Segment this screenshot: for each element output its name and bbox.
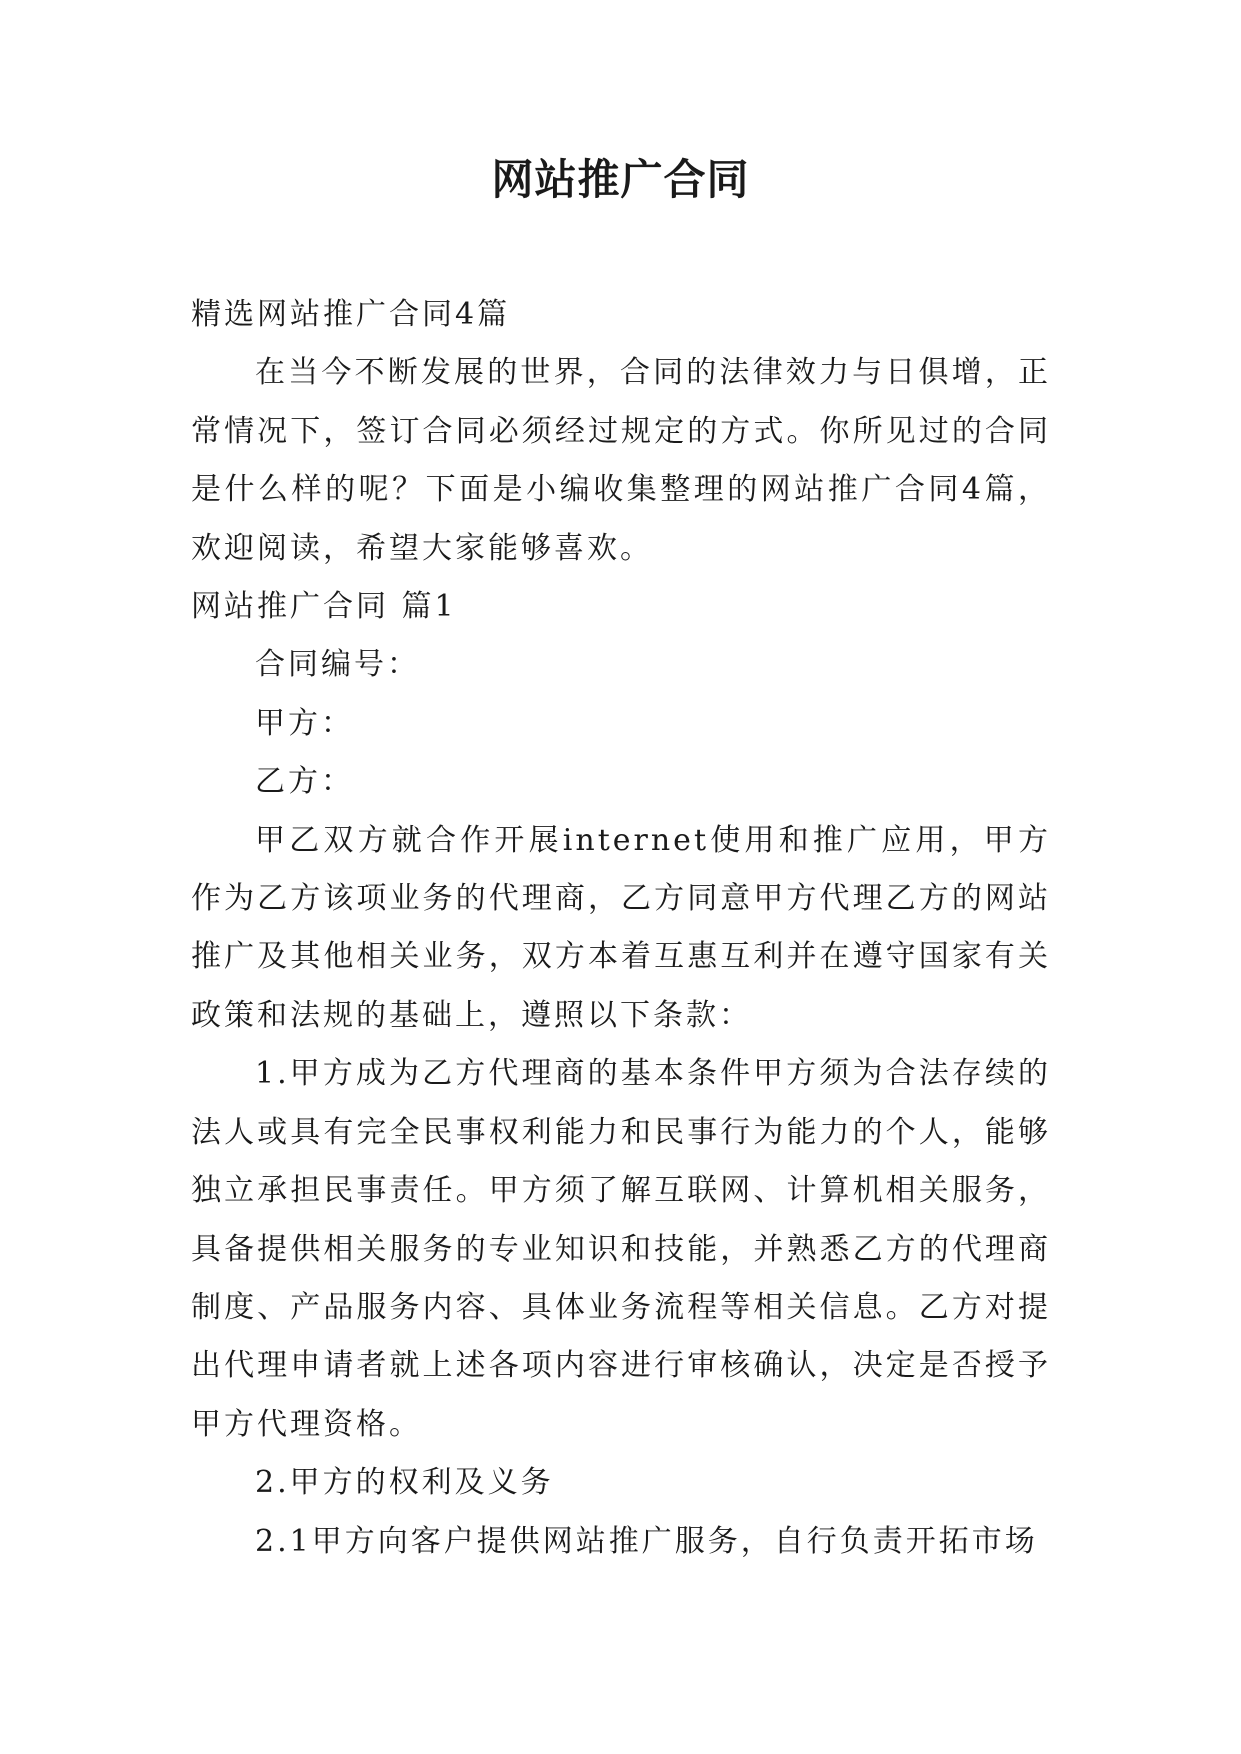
party-a-line: 甲方： — [255, 705, 354, 741]
preamble-paragraph: 甲乙双方就合作开展internet使用和推广应用，甲方作为乙方该项业务的代理商，乙方同意甲方代理乙方的网站推广及其他相关业务，双方本着互惠互利并在遵守国家有关政策和法规的基础上，遵照以下条款： — [191, 822, 1051, 1033]
document-title: 网站推广合同 — [491, 155, 750, 204]
clause-2-heading: 2.甲方的权利及义务 — [255, 1465, 554, 1501]
clause-1-paragraph: 1.甲方成为乙方代理商的基本条件甲方须为合法存续的法人或具有完全民事权利能力和民事行为能力的个人，能够独立承担民事责任。甲方须了解互联网、计算机相关服务，具备提供相关服务的专业知识和技能，并熟悉乙方的代理商制度、产品服务内容、具体业务流程等相关信息。乙方对提出代理申请者就上述各项内容进行审核确认，决定是否授予甲方代理资格。 — [191, 1056, 1051, 1442]
section-heading: 网站推广合同 篇1 — [191, 589, 457, 625]
party-b-line: 乙方： — [255, 764, 354, 800]
contract-number-line: 合同编号： — [255, 647, 420, 683]
subtitle-line: 精选网站推广合同4篇 — [191, 297, 511, 332]
intro-paragraph: 在当今不断发展的世界，合同的法律效力与日俱增，正常情况下，签订合同必须经过规定的方式。你所见过的合同是什么样的呢？下面是小编收集整理的网站推广合同4篇，欢迎阅读，希望大家能够喜欢。 — [191, 355, 1051, 566]
clause-2-1-paragraph: 2.1甲方向客户提供网站推广服务，自行负责开拓市场 — [255, 1523, 1038, 1559]
document-body — [191, 286, 1051, 1571]
